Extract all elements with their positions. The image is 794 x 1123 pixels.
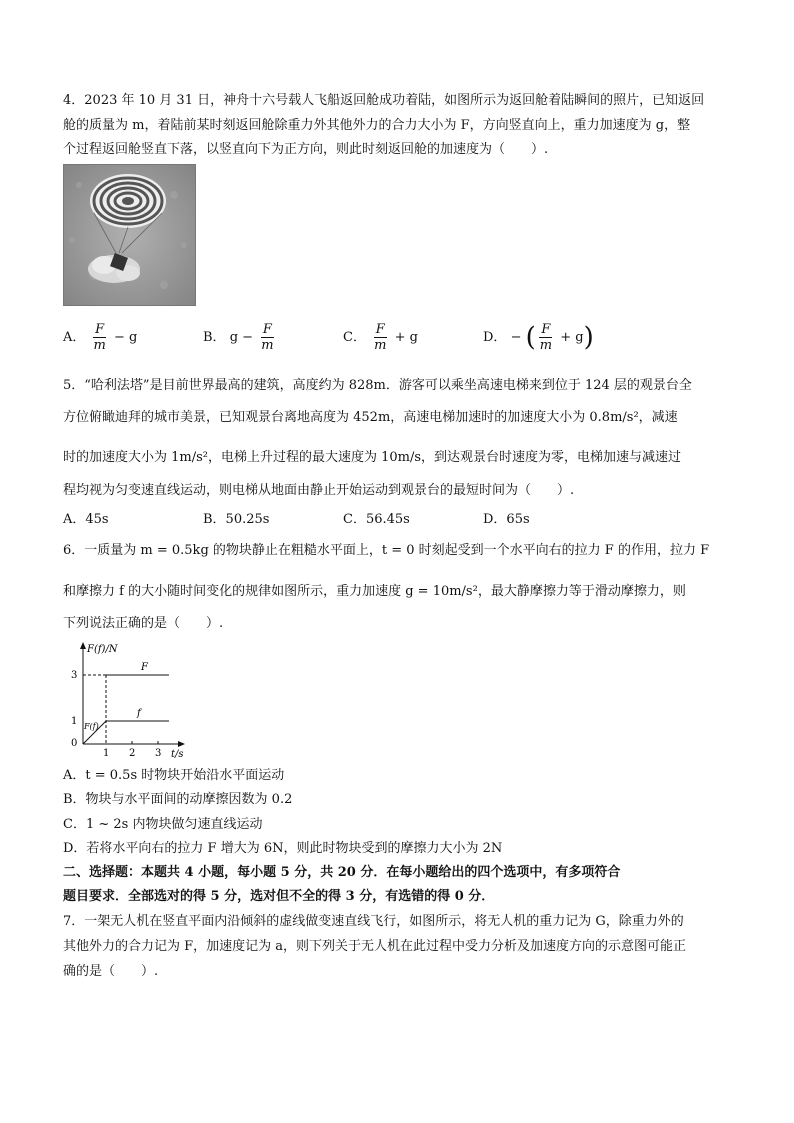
q4-option-b[interactable]	[203, 322, 278, 353]
section2-line-2: 题目要求．全部选对的得 5 分，选对但不全的得 3 分，有选错的得 0 分．	[63, 889, 495, 904]
y-tick-3: 3	[71, 670, 78, 681]
x-tick-3: 3	[155, 748, 162, 759]
q5-line-3: 时的加速度大小为 1m/s²，电梯上升过程的最大速度为 10m/s，到达观景台时速度为零，电梯加速与减速过	[63, 450, 682, 465]
q4-option-d[interactable]	[483, 322, 594, 353]
q4-option-c-fraction: $\frac{F}{m}$	[374, 322, 387, 353]
q7-line-3: 确的是（ ）.	[63, 964, 159, 979]
x-axis-label: t/s	[171, 749, 184, 760]
left-paren-icon: (	[525, 322, 536, 353]
x-axis-arrow-icon	[178, 741, 185, 747]
q6-option-b[interactable]: B．物块与水平面间的动摩擦因数为 0.2	[63, 792, 293, 807]
q6-option-c[interactable]: C．1 ~ 2s 内物块做匀速直线运动	[63, 817, 263, 832]
q5-option-d[interactable]: D．65s	[483, 512, 530, 527]
q6-line-2: 和摩擦力 f 的大小随时间变化的规律如图所示，重力加速度 g = 10m/s²，最大静摩擦力等于滑动摩擦力，则	[63, 584, 686, 599]
origin-label: 0	[71, 738, 78, 749]
q4-option-d-fraction: $\frac{F}{m}$	[539, 322, 553, 353]
x-tick-1: 1	[103, 748, 110, 759]
q5-line-2: 方位俯瞰迪拜的城市美景，已知观景台离地高度为 452m，高速电梯加速时的加速度大小为 0.8m/s²，减速	[63, 410, 678, 425]
q6-line-1: 6．一质量为 m = 0.5kg 的物块静止在粗糙水平面上，t = 0 时刻起受到一个水平向右的拉力 F 的作用，拉力 F	[63, 543, 710, 558]
y-axis-arrow-icon	[80, 642, 86, 649]
q4-option-a-label: A．	[63, 330, 86, 345]
q4-line-2: 舱的质量为 m，着陆前某时刻返回舱除重力外其他外力的合力大小为 F，方向竖直向上，重力加速度为 g，整	[63, 118, 691, 133]
q4-option-d-head: −	[510, 330, 522, 345]
q4-option-a-fraction: $\frac{F}{m}$	[93, 322, 106, 353]
y-axis-label: F(f)/N	[87, 644, 118, 655]
q4-option-c-label: C．	[343, 330, 366, 345]
q5-option-c[interactable]: C．56.45s	[343, 512, 410, 527]
q5-line-4: 程均视为匀变速直线运动，则电梯从地面由静止开始运动到观景台的最短时间为（ ）.	[63, 483, 575, 498]
q7-line-2: 其他外力的合力记为 F，加速度记为 a，则下列关于无人机在此过程中受力分析及加速度方向的示意图可能正	[63, 939, 687, 954]
q4-option-a[interactable]	[63, 322, 137, 353]
q4-option-b-label: B．	[203, 330, 226, 345]
q4-option-b-head: g −	[229, 330, 254, 345]
q5-line-1: 5．“哈利法塔”是目前世界最高的建筑，高度约为 828m．游客可以乘坐高速电梯来到位于 124 层的观景台全	[63, 378, 692, 393]
q5-option-b[interactable]: B．50.25s	[203, 512, 270, 527]
q4-line-3: 个过程返回舱竖直下落，以竖直向下为正方向，则此时刻返回舱的加速度为（ ）.	[63, 142, 549, 157]
section2-line-1: 二、选择题：本题共 4 小题，每小题 5 分，共 20 分．在每小题给出的四个选项中，有多项符合	[63, 865, 621, 880]
corner-label: F(f)	[84, 722, 99, 731]
series-f-label: f	[137, 708, 141, 719]
q4-option-c[interactable]	[343, 322, 418, 353]
force-time-graph-svg	[63, 640, 193, 760]
q6-option-a[interactable]: A．t = 0.5s 时物块开始沿水平面运动	[63, 768, 285, 783]
q4-option-d-label: D．	[483, 330, 507, 345]
q4-option-c-tail: + g	[394, 330, 418, 345]
q4-option-d-tail: + g	[560, 330, 584, 345]
q4-option-a-tail: − g	[114, 330, 138, 345]
force-time-graph	[63, 640, 193, 760]
capsule-landing-photo	[63, 164, 196, 306]
q4-option-b-fraction: $\frac{F}{m}$	[261, 322, 274, 353]
q6-option-d[interactable]: D．若将水平向右的拉力 F 增大为 6N，则此时物块受到的摩擦力大小为 2N	[63, 841, 503, 856]
x-tick-2: 2	[129, 748, 136, 759]
right-paren-icon: )	[583, 322, 594, 353]
y-tick-1: 1	[71, 716, 78, 727]
q5-option-a[interactable]: A．45s	[63, 512, 109, 527]
series-F-label: F	[141, 662, 148, 673]
q4-line-1: 4．2023 年 10 月 31 日，神舟十六号载人飞船返回舱成功着陆，如图所示为返回舱着陆瞬间的照片，已知返回	[63, 93, 705, 108]
q6-line-3: 下列说法正确的是（ ）.	[63, 616, 224, 631]
q7-line-1: 7．一架无人机在竖直平面内沿倾斜的虚线做变速直线飞行，如图所示，将无人机的重力记为 G，除重力外的	[63, 914, 684, 929]
